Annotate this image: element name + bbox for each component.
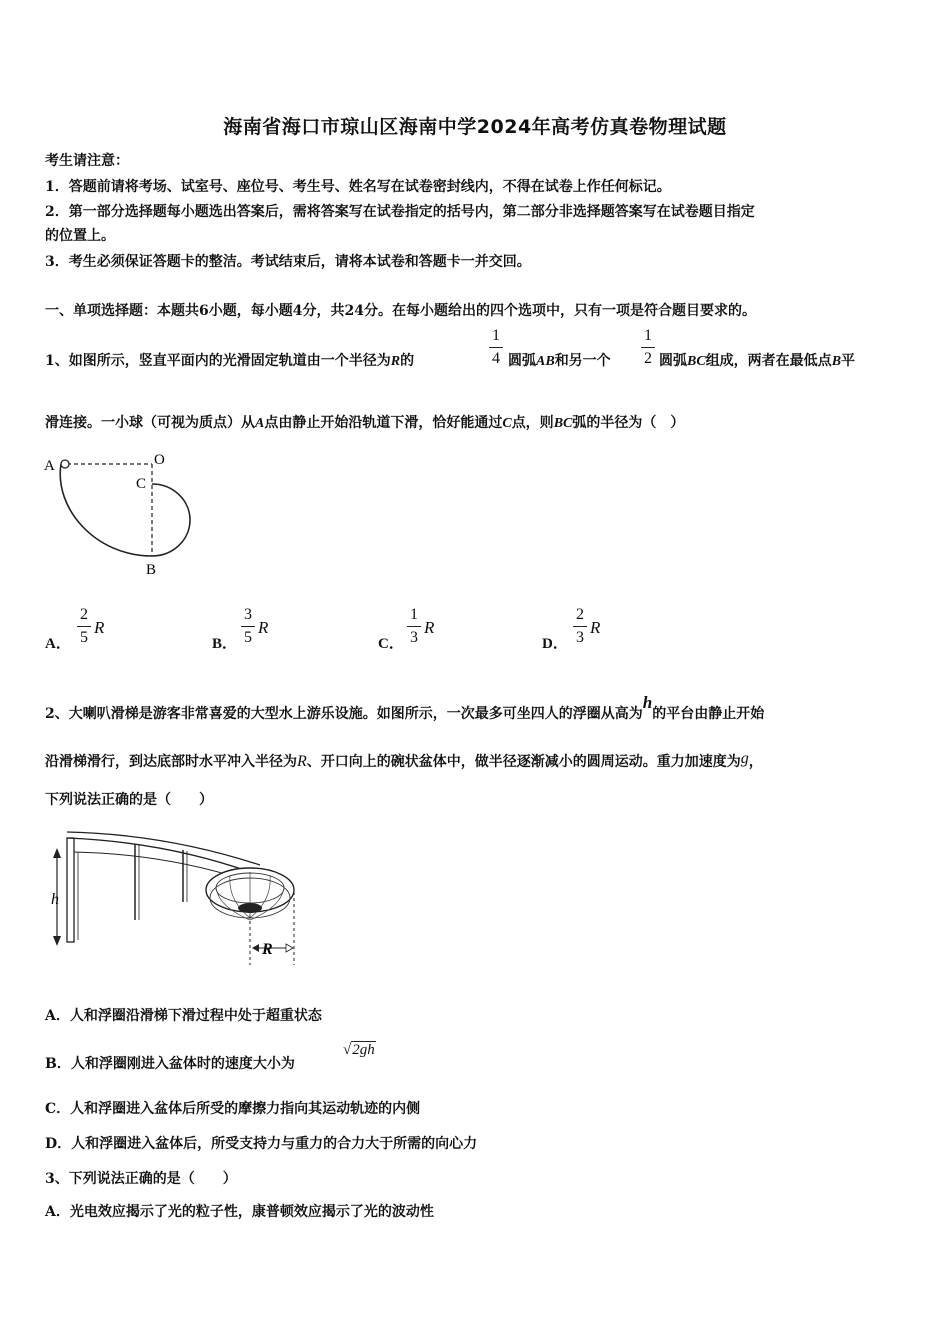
platform-support (67, 838, 74, 942)
q1-stem-line2: 滑连接。一小球（可视为质点）从A点由静止开始沿轨道下滑，恰好能通过C点，则BC弧的半径为（ ） (45, 415, 685, 431)
section-heading: 一、单项选择题：本题共6小题，每小题4分，共24分。在每小题给出的四个选项中，只有一项是符合题目要求的。 (45, 303, 756, 319)
page-title: 海南省海口市琼山区海南中学2024年高考仿真卷物理试题 (223, 116, 727, 138)
q2-option-b[interactable]: B．人和浮圈刚进入盆体时的速度大小为 (45, 1056, 295, 1072)
label-h: h (51, 891, 59, 908)
q1-option-d-r: R (590, 618, 601, 637)
slide-lower-rail (67, 838, 250, 872)
height-arrow-bottom (53, 936, 61, 946)
label-o: O (154, 452, 165, 468)
notice-item: 的位置上。 (45, 228, 115, 244)
bowl-drain (238, 903, 262, 913)
height-arrow-top (53, 848, 61, 858)
q1-option-c-label[interactable]: C． (378, 636, 404, 652)
q1-stem-line1: 1、如图所示，竖直平面内的光滑固定轨道由一个半径为R的 (45, 353, 415, 369)
q1-stem-line1c: 圆弧BC组成，两者在最低点B平 (659, 353, 856, 369)
q1-option-b-r: R (258, 618, 269, 637)
q2-stem-line1: 2、大喇叭滑梯是游客非常喜爱的大型水上游乐设施。如图所示，一次最多可坐四人的浮圈从高为h的平台由静止开始 (45, 693, 765, 722)
q2-option-c[interactable]: C．人和浮圈进入盆体后所受的摩擦力指向其运动轨迹的内侧 (45, 1101, 421, 1117)
label-r: R (262, 941, 273, 958)
q3-option-a[interactable]: A．光电效应揭示了光的粒子性，康普顿效应揭示了光的波动性 (45, 1204, 434, 1220)
notice-item: 2．第一部分选择题每小题选出答案后，需将答案写在试卷指定的括号内，第二部分非选择题答案写在试卷题目指定 (45, 204, 755, 220)
label-a: A (44, 458, 55, 474)
q3-stem: 3、下列说法正确的是（ ） (45, 1171, 237, 1187)
q1-option-c-fraction: 1 3 (407, 606, 421, 647)
q2-stem-line2: 沿滑梯滑行，到达底部时水平冲入半径为R、开口向上的碗状盆体中，做半径逐渐减小的圆周运动。重力加速度为g， (45, 750, 763, 770)
notice-item: 1．答题前请将考场、试室号、座位号、考生号、姓名写在试卷密封线内，不得在试卷上作任何标记。 (45, 179, 671, 195)
label-c: C (136, 476, 147, 492)
notice-item: 3．考生必须保证答题卡的整洁。考试结束后，请将本试卷和答题卡一并交回。 (45, 254, 531, 270)
half-arc-bc (152, 484, 190, 556)
q2-slide-figure (45, 820, 305, 970)
q1-option-b-label[interactable]: B． (212, 636, 238, 652)
q1-fraction-half: 1 2 (641, 327, 655, 368)
q1-track-figure (40, 448, 210, 583)
q1-option-a-label[interactable]: A． (45, 636, 71, 652)
q2-option-a[interactable]: A．人和浮圈沿滑梯下滑过程中处于超重状态 (45, 1008, 322, 1024)
q2-option-b-formula: √2gh (343, 1042, 375, 1058)
label-b: B (146, 562, 157, 578)
notice-heading: 考生请注意： (45, 153, 129, 169)
q1-option-a-fraction: 2 5 (77, 606, 91, 647)
q1-option-d-fraction: 2 3 (573, 606, 587, 647)
q1-option-a-r: R (94, 618, 105, 637)
radius-arrow-right (286, 944, 293, 952)
q2-stem-line3: 下列说法正确的是（ ） (45, 792, 213, 808)
q1-option-c-r: R (424, 618, 435, 637)
q1-fraction-quarter: 1 4 (489, 327, 503, 368)
q2-option-d[interactable]: D．人和浮圈进入盆体后，所受支持力与重力的合力大于所需的向心力 (45, 1136, 478, 1152)
q1-stem-line1b: 圆弧AB和另一个 (508, 353, 611, 369)
ball (61, 460, 69, 468)
radius-arrow-left (252, 944, 259, 952)
q1-option-b-fraction: 3 5 (241, 606, 255, 647)
q1-option-d-label[interactable]: D． (542, 636, 568, 652)
